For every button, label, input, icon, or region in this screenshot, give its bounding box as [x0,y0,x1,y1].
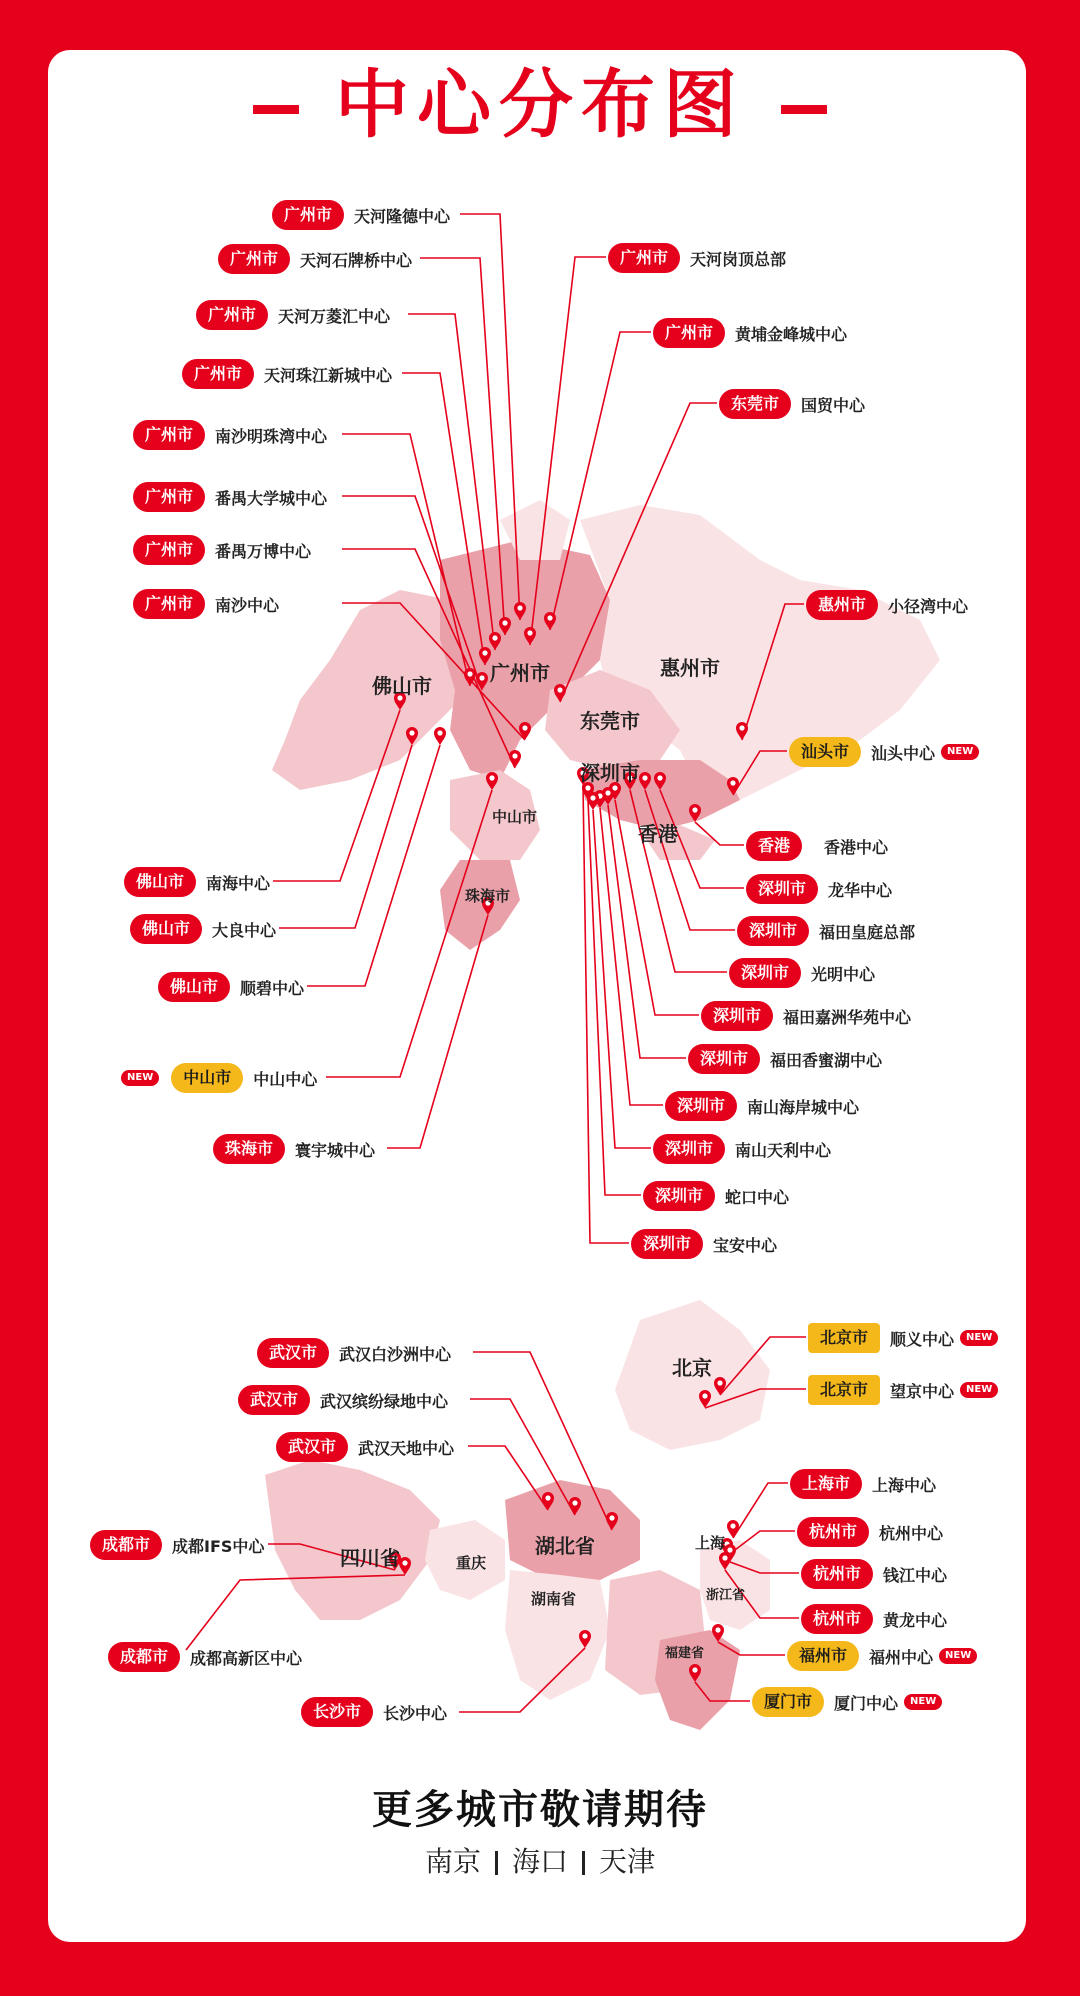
center-name: 钱江中心 [883,1565,948,1585]
center-name: 香港中心 [824,837,889,857]
center-name: 蛇口中心 [725,1187,790,1207]
region-label-fujian: 福建省 [665,1646,705,1661]
center-label[interactable] [808,1323,998,1353]
pin-dot [512,753,517,758]
center-name: 武汉白沙洲中心 [339,1344,452,1364]
center-label[interactable] [238,1385,448,1415]
center-label[interactable] [108,1642,302,1672]
center-label[interactable] [121,1063,317,1093]
city-pill: 福州市 [787,1641,859,1671]
center-label[interactable] [124,867,270,897]
city-pill: 珠海市 [213,1134,285,1164]
region-label-hunan: 湖南省 [531,1590,577,1608]
pin-dot [585,785,590,790]
center-name: 南沙明珠湾中心 [215,426,328,446]
pin-dot [402,1560,407,1565]
center-label[interactable] [643,1181,789,1211]
center-label[interactable] [301,1697,447,1727]
pin-dot [642,775,647,780]
center-name: 顺义中心 [890,1329,955,1349]
center-label[interactable] [133,535,311,565]
pin-dot [582,1633,587,1638]
center-label[interactable] [653,1134,831,1164]
new-badge: NEW [960,1382,998,1398]
coming-city: 天津 [599,1845,656,1878]
center-name: 光明中心 [811,964,876,984]
center-label[interactable] [257,1338,451,1368]
center-label[interactable] [701,1001,911,1031]
center-label[interactable] [133,589,279,619]
center-label[interactable] [746,831,888,861]
center-label[interactable] [746,874,892,904]
pin-dot [557,687,562,692]
new-badge: NEW [939,1648,977,1664]
pin-dot [547,615,552,620]
center-label[interactable] [789,737,979,767]
city-pill: 广州市 [133,589,205,619]
center-name: 福州中心 [869,1647,934,1667]
city-pill: 深圳市 [643,1181,715,1211]
center-label[interactable] [737,916,915,946]
pin-dot [657,775,662,780]
center-label[interactable] [808,1375,998,1405]
pin-dot [692,807,697,812]
pin-body [434,727,446,745]
separator [582,1851,585,1875]
center-name: 天河石牌桥中心 [300,250,413,270]
city-pill: 上海市 [790,1469,862,1499]
separator [495,1851,498,1875]
city-pill: 广州市 [133,420,205,450]
city-pill: 广州市 [272,200,344,230]
region-label-hongkong: 香港 [638,822,678,846]
connector-line [593,810,651,1148]
center-label[interactable] [719,389,865,419]
pin-dot [722,1555,727,1560]
center-label[interactable] [130,914,276,944]
pin-body [727,1520,739,1538]
center-name: 黄龙中心 [883,1610,948,1630]
city-pill: 广州市 [196,300,268,330]
center-name: 小径湾中心 [888,596,969,616]
city-pill: 深圳市 [631,1229,703,1259]
city-pill: 武汉市 [238,1385,310,1415]
city-pill: 广州市 [133,482,205,512]
connector-line [733,1483,788,1538]
center-label[interactable] [276,1432,454,1462]
pin-dot [545,1495,550,1500]
city-pill: 长沙市 [301,1697,373,1727]
city-pill: 深圳市 [665,1091,737,1121]
center-name: 宝安中心 [713,1235,778,1255]
center-label[interactable] [665,1091,859,1121]
pin-dot [482,650,487,655]
city-pill: 广州市 [653,318,725,348]
city-pill: 深圳市 [701,1001,773,1031]
region-label-shenzhen: 深圳市 [580,761,640,785]
page-title-text: 中心分布图 [335,62,745,148]
center-label[interactable] [158,972,304,1002]
pin-dot [467,671,472,676]
city-pill: 惠州市 [806,590,878,620]
center-name: 顺碧中心 [240,978,305,998]
center-name: 天河珠江新城中心 [264,365,393,385]
city-pill: 杭州市 [801,1559,873,1589]
region-label-zhuhai: 珠海市 [465,887,511,905]
center-label[interactable] [196,300,390,330]
center-label[interactable] [218,244,412,274]
center-name: 长沙中心 [383,1703,448,1723]
pin-dot [489,775,494,780]
city-pill: 深圳市 [653,1134,725,1164]
center-name: 黄埔金峰城中心 [735,324,848,344]
location-pin-icon[interactable] [434,727,446,745]
center-name: 天河岗顶总部 [690,249,787,269]
city-pill: 武汉市 [276,1432,348,1462]
center-label[interactable] [729,958,875,988]
region-label-huizhou: 惠州市 [660,656,720,680]
center-name: 福田香蜜湖中心 [770,1050,883,1070]
city-pill: 武汉市 [257,1338,329,1368]
city-pill: 佛山市 [158,972,230,1002]
center-name: 成都IFS中心 [172,1536,265,1556]
center-label[interactable] [182,359,392,389]
pin-dot [517,605,522,610]
center-label[interactable] [787,1641,977,1671]
location-pin-icon[interactable] [509,750,521,768]
center-label[interactable] [653,318,847,348]
city-pill: 佛山市 [124,867,196,897]
pin-dot [717,1380,722,1385]
pin-dot [727,1547,732,1552]
city-pill: 中山市 [171,1063,243,1093]
center-label[interactable] [688,1044,882,1074]
center-name: 南海中心 [206,873,271,893]
region-label-zhongshan: 中山市 [492,808,538,826]
connector-line [387,915,488,1148]
region-label-shanghai: 上海 [695,1534,726,1552]
pin-dot [702,1393,707,1398]
center-label[interactable] [790,1469,936,1499]
center-label[interactable] [213,1134,375,1164]
center-label[interactable] [608,243,786,273]
city-pill: 佛山市 [130,914,202,944]
center-name: 寰宇城中心 [295,1140,376,1160]
center-name: 天河万菱汇中心 [278,306,391,326]
new-badge: NEW [121,1070,159,1086]
region-label-dongguan: 东莞市 [580,709,640,733]
center-label[interactable] [133,420,327,450]
center-name: 南山天利中心 [735,1140,832,1160]
city-pill: 北京市 [808,1375,880,1405]
pin-dot [692,1667,697,1672]
center-name: 武汉天地中心 [358,1438,455,1458]
center-label[interactable] [752,1687,942,1717]
center-label[interactable] [806,590,968,620]
center-label[interactable] [272,200,450,230]
center-label[interactable] [631,1229,777,1259]
pin-dot [605,790,610,795]
city-pill: 东莞市 [719,389,791,419]
pin-dot [609,1515,614,1520]
region-label-sichuan: 四川省 [340,1546,400,1570]
city-pill: 广州市 [218,244,290,274]
center-name: 南沙中心 [215,595,280,615]
city-pill: 深圳市 [729,958,801,988]
center-name: 国贸中心 [801,395,866,415]
region-label-guangzhou: 广州市 [490,661,550,685]
center-name: 上海中心 [872,1475,937,1495]
center-name: 番禺大学城中心 [215,488,328,508]
center-name: 福田皇庭总部 [819,922,916,942]
city-pill: 汕头市 [789,737,861,767]
center-name: 福田嘉洲华苑中心 [783,1007,912,1027]
center-label[interactable] [90,1530,264,1560]
city-pill: 杭州市 [797,1517,869,1547]
city-pill: 广州市 [608,243,680,273]
pin-dot [479,675,484,680]
city-pill: 广州市 [182,359,254,389]
city-pill: 深圳市 [688,1044,760,1074]
center-name: 番禺万博中心 [215,541,312,561]
pin-dot [715,1627,720,1632]
center-name: 成都高新区中心 [190,1648,303,1668]
city-pill: 香港 [746,831,802,861]
center-name: 武汉缤纷绿地中心 [320,1391,449,1411]
region-label-beijing: 北京 [672,1356,712,1380]
coming-soon-cities [0,1840,1080,1880]
pin-dot [730,1523,735,1528]
city-pill: 成都市 [108,1642,180,1672]
region-label-zhejiang: 浙江省 [706,1588,746,1603]
pin-dot [730,780,735,785]
pin-dot [492,635,497,640]
coming-city: 海口 [511,1845,568,1878]
city-pill: 深圳市 [737,916,809,946]
center-label[interactable] [797,1517,943,1547]
coming-city: 南京 [424,1845,481,1878]
city-pill: 厦门市 [752,1687,824,1717]
center-name: 大良中心 [212,920,277,940]
center-name: 厦门中心 [834,1693,899,1713]
pin-body [509,750,521,768]
location-pin-icon[interactable] [727,1520,739,1538]
city-pill: 广州市 [133,535,205,565]
region-sichuan [265,1460,440,1620]
new-badge: NEW [960,1330,998,1346]
pin-dot [527,630,532,635]
region-label-chongqing: 重庆 [456,1554,487,1572]
city-pill: 北京市 [808,1323,880,1353]
center-name: 南山海岸城中心 [747,1097,860,1117]
center-name: 天河隆德中心 [354,206,451,226]
pin-dot [590,795,595,800]
pin-dot [612,785,617,790]
city-pill: 成都市 [90,1530,162,1560]
pin-dot [502,620,507,625]
center-name: 杭州中心 [879,1523,944,1543]
city-pill: 杭州市 [801,1604,873,1634]
region-label-foshan: 佛山市 [372,674,432,698]
center-label[interactable] [133,482,327,512]
center-label[interactable] [801,1604,947,1634]
new-badge: NEW [904,1694,942,1710]
center-label[interactable] [801,1559,947,1589]
center-name: 中山中心 [253,1069,318,1089]
center-name: 汕头中心 [871,743,936,763]
pin-dot [739,725,744,730]
city-pill: 深圳市 [746,874,818,904]
new-badge: NEW [941,744,979,760]
center-name: 龙华中心 [828,880,893,900]
center-name: 望京中心 [890,1381,955,1401]
pin-dot [572,1500,577,1505]
pin-dot [522,725,527,730]
pin-dot [437,730,442,735]
coming-soon-title: 更多城市敬请期待 [372,1787,708,1833]
region-label-hubei: 湖北省 [535,1534,595,1558]
pin-dot [409,730,414,735]
